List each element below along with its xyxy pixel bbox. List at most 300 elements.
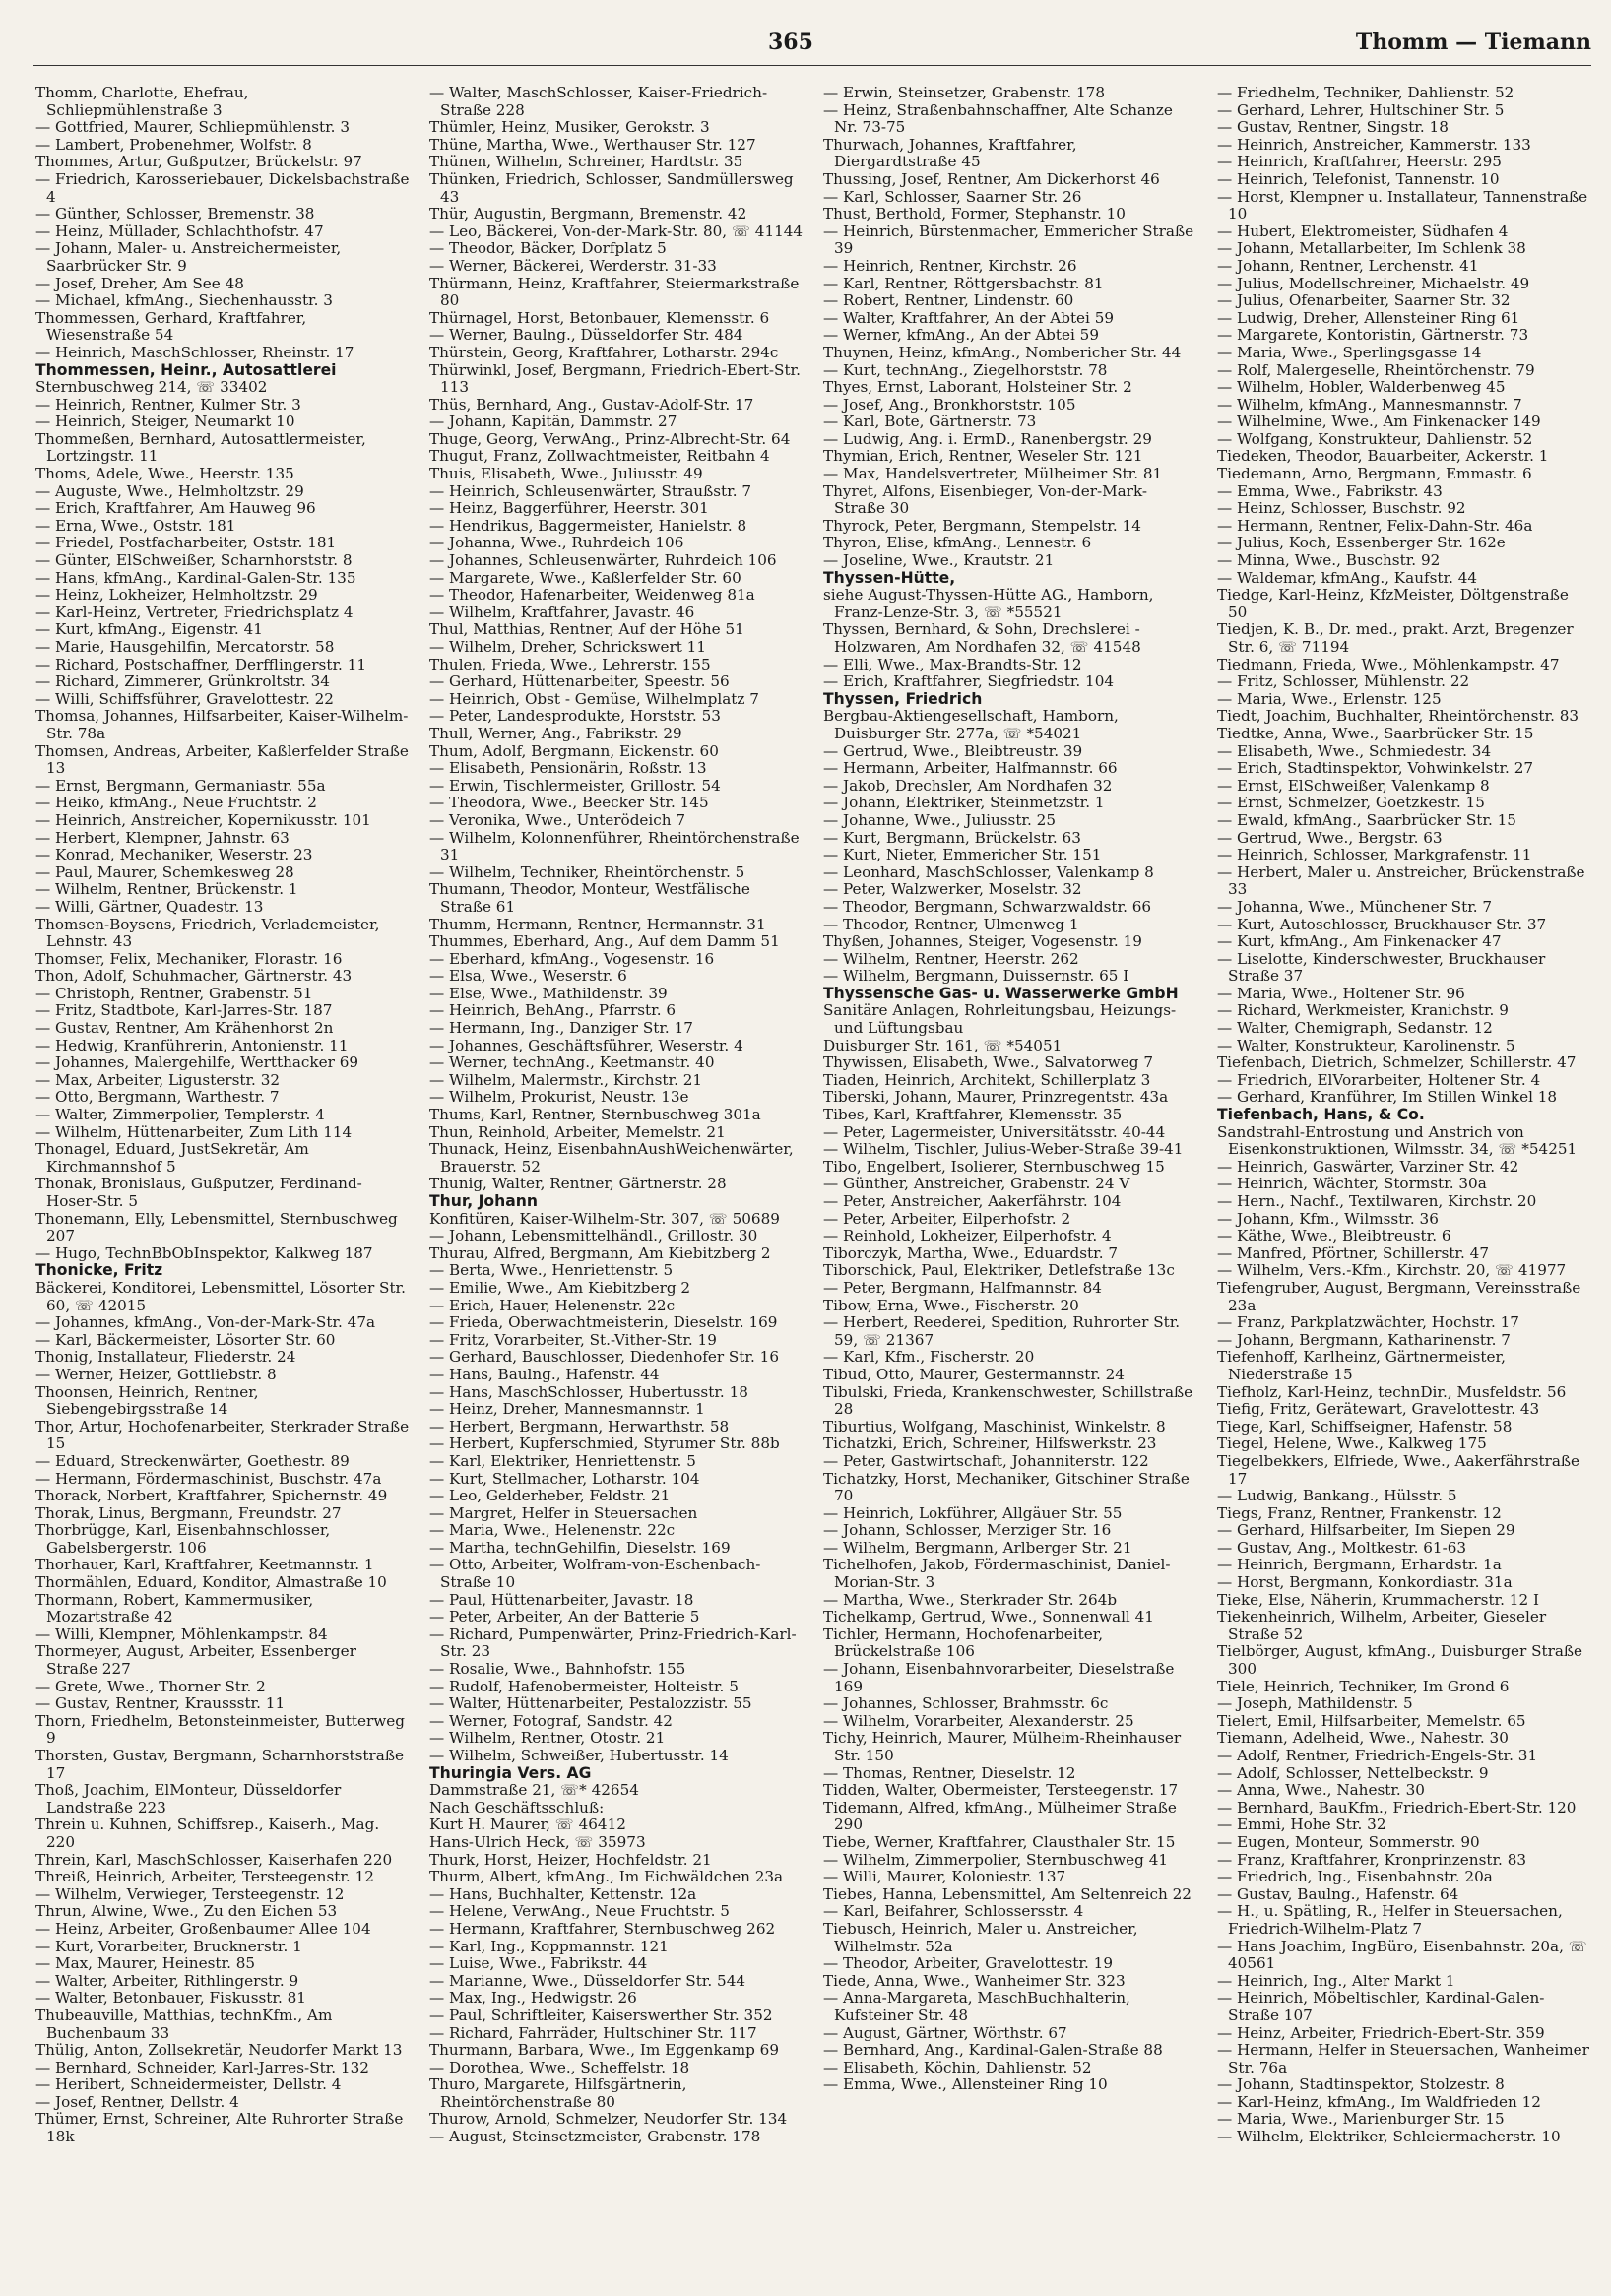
directory-entry: Tiekenheinrich, Wilhelm, Arbeiter, Gieseler Straße 52 [1217, 1608, 1547, 1643]
directory-entry: — Elisabeth, Pensionärin, Roßstr. 13 [429, 759, 707, 778]
directory-entry: — Karl-Heinz, Vertreter, Friedrichsplatz 4 [35, 603, 354, 621]
directory-entry: Thürstein, Georg, Kraftfahrer, Lotharstr. 294c [429, 343, 779, 361]
directory-entry: Tibulski, Frieda, Krankenschwester, Schillstraße 28 [823, 1382, 1193, 1419]
directory-entry: — Günther, Schlosser, Bremenstr. 38 [35, 205, 315, 223]
directory-entry: — Gerhard, Kranführer, Im Stillen Winkel 18 [1217, 1088, 1558, 1107]
directory-entry: — Emma, Wwe., Fabrikstr. 43 [1217, 481, 1443, 500]
directory-entry: — Richard, Postschaffner, Derfflingerstr. 11 [35, 655, 367, 673]
directory-entry: — Dorothea, Wwe., Scheffelstr. 18 [429, 2058, 690, 2076]
directory-entry: — Käthe, Wwe., Bleibtreustr. 6 [1217, 1227, 1451, 1245]
directory-entry: — Margarete, Wwe., Kaßlerfelder Str. 60 [429, 568, 741, 587]
directory-entry: — Hans, Baulng., Hafenstr. 44 [429, 1365, 660, 1383]
directory-entry: — Walter, MaschSchlosser, Kaiser-Friedrich-Straße 228 [429, 85, 768, 119]
directory-entry: Tiefig, Fritz, Gerätewart, Gravelottestr. 43 [1217, 1400, 1540, 1419]
directory-entry: Thürmann, Heinz, Kraftfahrer, Steiermarkstraße 80 [429, 274, 800, 310]
directory-entry: Thüs, Bernhard, Ang., Gustav-Adolf-Str. 17 [429, 395, 754, 414]
directory-entry-heading: Thommessen, Heinr., Autosattlerei [35, 360, 337, 379]
directory-entry: — Hedwig, Kranführerin, Antonienstr. 11 [35, 1036, 349, 1054]
directory-entry: Thull, Werner, Ang., Fabrikstr. 29 [429, 724, 682, 742]
directory-columns [35, 85, 1591, 2280]
directory-entry: — Johannes, kfmAng., Von-der-Mark-Str. 47a [35, 1313, 376, 1332]
directory-entry: Konfitüren, Kaiser-Wilhelm-Str. 307, ☏ 50689 [429, 1209, 780, 1228]
directory-entry: — Karl, Bote, Gärtnerstr. 73 [823, 413, 1037, 431]
directory-entry: — Walter, Hüttenarbeiter, Pestalozzistr. 55 [429, 1694, 752, 1713]
directory-entry: — Wilhelm, Verwieger, Tersteegenstr. 12 [35, 1884, 345, 1903]
directory-entry: — Walter, Zimmerpolier, Templerstr. 4 [35, 1106, 325, 1124]
directory-entry: — Helene, VerwAng., Neue Fruchtstr. 5 [429, 1902, 730, 1921]
directory-entry: Thomsa, Johannes, Hilfsarbeiter, Kaiser-Wilhelm-Str. 78a [35, 707, 409, 742]
directory-entry: — Günther, Anstreicher, Grabenstr. 24 V [823, 1175, 1130, 1193]
directory-entry: — Johannes, Schleusenwärter, Ruhrdeich 106 [429, 551, 777, 570]
directory-entry: — Wilhelm, Bergmann, Arlberger Str. 21 [823, 1538, 1132, 1557]
directory-entry: Tichler, Hermann, Hochofenarbeiter, Brückelstraße 106 [823, 1625, 1104, 1661]
directory-entry: — Wilhelm, Rentner, Heerstr. 262 [823, 949, 1079, 968]
directory-entry: Tiegelbekkers, Elfriede, Wwe., Aakerfährstraße 17 [1217, 1451, 1580, 1488]
directory-entry: — Karl, Beifahrer, Schlossersstr. 4 [823, 1902, 1084, 1921]
directory-entry: — Johanne, Wwe., Juliusstr. 25 [823, 810, 1056, 829]
directory-entry: Thuge, Georg, VerwAng., Prinz-Albrecht-Str. 64 [429, 429, 791, 448]
directory-entry: — Johann, Elektriker, Steinmetzstr. 1 [823, 794, 1105, 812]
directory-entry: — Bernhard, BauKfm., Friedrich-Ebert-Str. 120 [1217, 1798, 1577, 1817]
directory-entry: Tielbörger, August, kfmAng., Duisburger Straße 300 [1217, 1642, 1583, 1679]
directory-entry: Thorbrügge, Karl, Eisenbahnschlosser, Gabelsbergerstr. 106 [35, 1521, 331, 1557]
directory-entry: — Adolf, Rentner, Friedrich-Engels-Str. 31 [1217, 1747, 1538, 1764]
directory-entry: Thurk, Horst, Heizer, Hochfeldstr. 21 [429, 1850, 712, 1869]
directory-entry: Tiedemann, Arno, Bergmann, Emmastr. 6 [1217, 465, 1532, 483]
directory-entry: — Johann, Metallarbeiter, Im Schlenk 38 [1217, 239, 1526, 258]
directory-entry: — Johann, Kapitän, Dammstr. 27 [429, 413, 677, 431]
directory-entry: — Joseline, Wwe., Krautstr. 21 [823, 551, 1055, 570]
directory-entry: — Waldemar, kfmAng., Kaufstr. 44 [1217, 568, 1478, 587]
directory-entry: — Liselotte, Kinderschwester, Bruckhauser Straße 37 [1217, 949, 1546, 986]
directory-entry: — Peter, Gastwirtschaft, Johanniterstr. 122 [823, 1451, 1149, 1470]
directory-entry: — Max, Arbeiter, Ligusterstr. 32 [35, 1070, 281, 1089]
directory-entry: — Julius, Modellschreiner, Michaelstr. 49 [1217, 274, 1530, 292]
directory-entry: — Theodor, Arbeiter, Gravelottestr. 19 [823, 1954, 1113, 1973]
directory-entry: — Hern., Nachf., Textilwaren, Kirchstr. 20 [1217, 1192, 1537, 1210]
directory-entry: — August, Steinsetzmeister, Grabenstr. 178 [429, 2128, 761, 2146]
directory-entry: — August, Gärtner, Wörthstr. 67 [823, 2023, 1067, 2042]
directory-entry: — Heinrich, Ing., Alter Markt 1 [1217, 1971, 1455, 1990]
directory-entry: — Johannes, Schlosser, Brahmsstr. 6c [823, 1694, 1109, 1713]
directory-entry: Tiegs, Franz, Rentner, Frankenstr. 12 [1217, 1503, 1502, 1522]
directory-entry-heading: Thyssen, Friedrich [823, 689, 983, 708]
directory-entry: Thurow, Arnold, Schmelzer, Neudorfer Str. 134 [429, 2110, 788, 2129]
directory-entry: — Konrad, Mechaniker, Weserstr. 23 [35, 846, 313, 864]
directory-entry: — Eugen, Monteur, Sommerstr. 90 [1217, 1832, 1480, 1851]
directory-entry: Tiefenbach, Dietrich, Schmelzer, Schillerstr. 47 [1217, 1053, 1577, 1072]
directory-entry: — Johanna, Wwe., Münchener Str. 7 [1217, 897, 1493, 916]
directory-entry: Threiß, Heinrich, Arbeiter, Tersteegenstr. 12 [35, 1868, 374, 1886]
directory-entry: — Minna, Wwe., Buschstr. 92 [1217, 551, 1441, 570]
directory-entry: Thubeauville, Matthias, technKfm., Am Buchenbaum 33 [35, 2006, 333, 2042]
directory-entry: — Gerhard, Hilfsarbeiter, Im Siepen 29 [1217, 1521, 1515, 1540]
directory-entry: — Johanna, Wwe., Ruhrdeich 106 [429, 534, 684, 552]
directory-entry: — Wilhelm, Vers.-Kfm., Kirchstr. 20, ☏ 41977 [1217, 1261, 1567, 1280]
directory-entry: Tiedjen, K. B., Dr. med., prakt. Arzt, Bregenzer Str. 6, ☏ 71194 [1217, 620, 1574, 656]
running-head: Thomm — Tiemann [1355, 30, 1591, 55]
directory-entry: Thuro, Margarete, Hilfsgärtnerin, Rheintörchenstraße 80 [429, 2075, 687, 2111]
directory-entry: — Erwin, Tischlermeister, Grillostr. 54 [429, 776, 721, 795]
directory-entry: — Heinrich, Bürstenmacher, Emmericher Straße 39 [823, 222, 1194, 258]
directory-entry: Thyssen, Bernhard, & Sohn, Drechslerei -Holzwaren, Am Nordhafen 32, ☏ 41548 [823, 620, 1141, 656]
directory-entry: — Wilhelm, Kraftfahrer, Javastr. 46 [429, 603, 695, 621]
directory-entry: Thywissen, Elisabeth, Wwe., Salvatorweg 7 [823, 1053, 1154, 1072]
directory-entry: — Auguste, Wwe., Helmholtzstr. 29 [35, 481, 304, 500]
directory-entry: — Gustav, Rentner, Singstr. 18 [1217, 118, 1449, 137]
directory-entry: — Leonhard, MaschSchlosser, Valenkamp 8 [823, 862, 1154, 881]
directory-entry: — Karl-Heinz, kfmAng., Im Waldfrieden 12 [1217, 2092, 1541, 2111]
directory-entry: — Wilhelm, Zimmerpolier, Sternbuschweg 41 [823, 1850, 1169, 1869]
directory-entry: — Werner, Heizer, Gottliebstr. 8 [35, 1365, 277, 1383]
directory-entry: — Elsa, Wwe., Weserstr. 6 [429, 967, 627, 986]
directory-entry: — Maria, Wwe., Holtener Str. 96 [1217, 984, 1465, 1002]
directory-entry: Thummes, Eberhard, Ang., Auf dem Damm 51 [429, 932, 780, 951]
directory-entry: — Wilhelm, kfmAng., Mannesmannstr. 7 [1217, 395, 1522, 414]
directory-entry: Tiedmann, Frieda, Wwe., Möhlenkampstr. 47 [1217, 655, 1560, 673]
directory-entry: — Wilhelm, Hobler, Walderbenweg 45 [1217, 378, 1506, 397]
directory-entry: — Rolf, Malergeselle, Rheintörchenstr. 79 [1217, 360, 1535, 379]
directory-entry: — Wolfgang, Konstrukteur, Dahlienstr. 52 [1217, 429, 1533, 448]
directory-entry: — Theodor, Bäcker, Dorfplatz 5 [429, 239, 667, 258]
directory-entry: — Josef, Ang., Bronkhorststr. 105 [823, 395, 1076, 414]
directory-entry: Thust, Berthold, Former, Stephanstr. 10 [823, 205, 1126, 223]
directory-entry: — Kurt, Nieter, Emmericher Str. 151 [823, 846, 1102, 864]
directory-entry: — Heinrich, Möbeltischler, Kardinal-Galen-Straße 107 [1217, 1989, 1545, 2024]
column-3 [823, 85, 1197, 2280]
directory-entry: — Peter, Arbeiter, Eilperhofstr. 2 [823, 1209, 1071, 1228]
directory-entry: — Gottfried, Maurer, Schliepmühlenstr. 3 [35, 118, 350, 137]
directory-entry: — Gerhard, Lehrer, Hultschiner Str. 5 [1217, 100, 1505, 119]
directory-entry: — Adolf, Schlosser, Nettelbeckstr. 9 [1217, 1763, 1489, 1782]
directory-entry: — Gertrud, Wwe., Bleibtreustr. 39 [823, 741, 1083, 760]
directory-entry: Thorsten, Gustav, Bergmann, Scharnhorststraße 17 [35, 1747, 404, 1782]
directory-entry: — Wilhelm, Kolonnenführer, Rheintörchenstraße 31 [429, 828, 800, 864]
directory-entry: Tiebusch, Heinrich, Maler u. Anstreicher, Wilhelmstr. 52a [823, 1919, 1138, 1955]
directory-entry: — Christoph, Rentner, Grabenstr. 51 [35, 984, 313, 1002]
directory-entry: Thun, Reinhold, Arbeiter, Memelstr. 21 [429, 1122, 726, 1141]
directory-entry: Tiele, Heinrich, Techniker, Im Grond 6 [1217, 1677, 1510, 1695]
directory-entry: — Elisabeth, Wwe., Schmiedestr. 34 [1217, 741, 1492, 760]
directory-entry: Tiberski, Johann, Maurer, Prinzregentstr. 43a [823, 1088, 1169, 1107]
directory-entry: — Horst, Klempner u. Installateur, Tannenstraße 10 [1217, 187, 1588, 223]
directory-entry: Thumann, Theodor, Monteur, Westfälische Straße 61 [429, 880, 750, 916]
directory-entry: — Günter, ElSchweißer, Scharnhorststr. 8 [35, 551, 353, 570]
directory-entry: Bergbau-Aktiengesellschaft, Hamborn, Duisburger Str. 277a, ☏ *54021 [823, 707, 1119, 742]
directory-entry: Tiedtke, Anna, Wwe., Saarbrücker Str. 15 [1217, 724, 1534, 742]
directory-entry: — Gustav, Baulng., Hafenstr. 64 [1217, 1884, 1459, 1903]
directory-entry: — Veronika, Wwe., Unterödeich 7 [429, 810, 686, 829]
directory-entry: — Karl, Bäckermeister, Lösorter Str. 60 [35, 1330, 336, 1349]
directory-entry: — Hermann, Ing., Danziger Str. 17 [429, 1019, 693, 1038]
directory-entry: Thommes, Artur, Gußputzer, Brückelstr. 97 [35, 153, 362, 171]
directory-entry: Threin, Karl, MaschSchlosser, Kaiserhafen 220 [35, 1850, 393, 1869]
directory-entry: — Manfred, Pförtner, Schillerstr. 47 [1217, 1244, 1489, 1262]
directory-entry-heading: Tiefenbach, Hans, & Co. [1217, 1106, 1425, 1124]
header-rule [33, 65, 1591, 66]
directory-entry: — Friedel, Postfacharbeiter, Oststr. 181 [35, 534, 337, 552]
directory-entry: — Wilhelm, Bergmann, Duissernstr. 65 I [823, 967, 1129, 986]
directory-entry: — Marie, Hausgehilfin, Mercatorstr. 58 [35, 638, 335, 656]
directory-entry: — Wilhelm, Prokurist, Neustr. 13e [429, 1088, 689, 1107]
directory-entry: Tiege, Karl, Schiffseigner, Hafenstr. 58 [1217, 1417, 1513, 1435]
directory-entry: Thünen, Wilhelm, Schreiner, Hardtstr. 35 [429, 153, 743, 171]
directory-entry: — Peter, Lagermeister, Universitätsstr. 40-44 [823, 1122, 1166, 1141]
directory-entry: — Emmi, Hohe Str. 32 [1217, 1816, 1386, 1834]
directory-entry: — Willi, Maurer, Koloniestr. 137 [823, 1868, 1066, 1886]
directory-entry: — Wilhelm, Dreher, Schrickswert 11 [429, 638, 707, 656]
directory-entry: — Eduard, Streckenwärter, Goethestr. 89 [35, 1451, 350, 1470]
directory-entry: — Wilhelm, Techniker, Rheintörchenstr. 5 [429, 862, 745, 881]
directory-entry: Tibud, Otto, Maurer, Gestermannstr. 24 [823, 1365, 1125, 1383]
directory-entry: Thünken, Friedrich, Schlosser, Sandmüllersweg 43 [429, 169, 794, 206]
directory-entry: — Werner, Baulng., Düsseldorfer Str. 484 [429, 326, 743, 345]
directory-entry: — Richard, Zimmerer, Grünkroltstr. 34 [35, 672, 330, 691]
directory-entry: Thorn, Friedhelm, Betonsteinmeister, Butterweg 9 [35, 1711, 405, 1748]
directory-entry: — Wilhelmine, Wwe., Am Finkenacker 149 [1217, 413, 1541, 431]
directory-entry: — Heinrich, Kraftfahrer, Heerstr. 295 [1217, 153, 1502, 171]
directory-entry: Thor, Artur, Hochofenarbeiter, Sterkrader Straße 15 [35, 1417, 410, 1453]
directory-entry: Thunig, Walter, Rentner, Gärtnerstr. 28 [429, 1175, 727, 1193]
directory-entry: — Hermann, Fördermaschinist, Buschstr. 47a [35, 1469, 382, 1488]
directory-entry: — Martha, Wwe., Sterkrader Str. 264b [823, 1590, 1118, 1609]
directory-entry: — Heinrich, Schlosser, Markgrafenstr. 11 [1217, 846, 1532, 864]
directory-entry: — Werner, Fotograf, Sandstr. 42 [429, 1711, 673, 1730]
directory-entry: Tibow, Erna, Wwe., Fischerstr. 20 [823, 1296, 1079, 1314]
directory-entry: — Herbert, Klempner, Jahnstr. 63 [35, 828, 290, 847]
directory-entry: — Eberhard, kfmAng., Vogesenstr. 16 [429, 949, 715, 968]
column-1 [35, 85, 410, 2280]
directory-entry: Tiedge, Karl-Heinz, KfzMeister, Döltgenstraße 50 [1217, 586, 1569, 621]
directory-entry: — Hendrikus, Baggermeister, Hanielstr. 8 [429, 516, 747, 535]
directory-entry: Thülig, Anton, Zollsekretär, Neudorfer Markt 13 [35, 2041, 403, 2060]
directory-entry: Tiborczyk, Martha, Wwe., Eduardstr. 7 [823, 1244, 1119, 1262]
directory-entry: Thoonsen, Heinrich, Rentner, Siebengebirgsstraße 14 [35, 1382, 259, 1419]
directory-entry: — Fritz, Vorarbeiter, St.-Vither-Str. 19 [429, 1330, 717, 1349]
directory-entry: Thyron, Elise, kfmAng., Lennestr. 6 [823, 534, 1092, 552]
page-number: 365 [768, 30, 813, 55]
directory-entry: — Hermann, Arbeiter, Halfmannstr. 66 [823, 759, 1118, 778]
directory-entry: — Heinrich, Gaswärter, Varziner Str. 42 [1217, 1157, 1519, 1176]
directory-entry: — Heinz, Dreher, Mannesmannstr. 1 [429, 1400, 705, 1419]
directory-entry: — Leo, Gelderheber, Feldstr. 21 [429, 1487, 671, 1505]
directory-entry: — Paul, Hüttenarbeiter, Javastr. 18 [429, 1590, 694, 1609]
directory-entry: — Berta, Wwe., Henriettenstr. 5 [429, 1261, 674, 1280]
directory-entry: Thommessen, Gerhard, Kraftfahrer, Wiesenstraße 54 [35, 308, 307, 345]
directory-entry: — Johannes, Malergehilfe, Wertthacker 69 [35, 1053, 359, 1072]
directory-entry: — Ernst, Bergmann, Germaniastr. 55a [35, 776, 326, 795]
directory-entry: — Ernst, ElSchweißer, Valenkamp 8 [1217, 776, 1490, 795]
directory-entry: — Kurt, Vorarbeiter, Brucknerstr. 1 [35, 1937, 302, 1955]
directory-entry: — Walter, Chemigraph, Sedanstr. 12 [1217, 1019, 1493, 1038]
directory-entry: — Gustav, Rentner, Am Krähenhorst 2n [35, 1019, 334, 1038]
directory-entry: — Herbert, Reederei, Spedition, Ruhrorter Str. 59, ☏ 21367 [823, 1313, 1181, 1349]
directory-entry: — Peter, Walzwerker, Moselstr. 32 [823, 880, 1082, 899]
directory-entry: — Reinhold, Lokheizer, Eilperhofstr. 4 [823, 1227, 1112, 1245]
directory-entry: Thymian, Erich, Rentner, Weseler Str. 121 [823, 447, 1143, 466]
directory-entry: — Herbert, Bergmann, Herwarthstr. 58 [429, 1417, 730, 1435]
directory-entry: Thonak, Bronislaus, Gußputzer, Ferdinand-Hoser-Str. 5 [35, 1175, 362, 1210]
directory-entry: — Richard, Werkmeister, Kranichstr. 9 [1217, 1001, 1509, 1020]
directory-entry: — Fritz, Stadtbote, Karl-Jarres-Str. 187 [35, 1001, 333, 1020]
directory-entry: Tiebe, Werner, Kraftfahrer, Clausthaler Str. 15 [823, 1832, 1176, 1851]
directory-entry: — Margret, Helfer in Steuersachen [429, 1503, 698, 1522]
directory-entry: Tiedt, Joachim, Buchhalter, Rheintörchenstr. 83 [1217, 707, 1579, 726]
directory-entry: Tiedeken, Theodor, Bauarbeiter, Ackerstr. 1 [1217, 447, 1549, 466]
directory-entry: — Karl, Ing., Koppmannstr. 121 [429, 1937, 669, 1955]
directory-entry: — Richard, Pumpenwärter, Prinz-Friedrich-Karl-Str. 23 [429, 1625, 797, 1661]
directory-entry: Tiefholz, Karl-Heinz, technDir., Musfeldstr. 56 [1217, 1382, 1567, 1401]
directory-entry: Thuis, Elisabeth, Wwe., Juliusstr. 49 [429, 465, 703, 483]
directory-entry: — Josef, Dreher, Am See 48 [35, 274, 244, 292]
directory-entry: — Leo, Bäckerei, Von-der-Mark-Str. 80, ☏ 41144 [429, 222, 804, 240]
directory-entry: — Friedrich, ElVorarbeiter, Holtener Str. 4 [1217, 1070, 1541, 1089]
directory-entry: — Herbert, Kupferschmied, Styrumer Str. 88b [429, 1435, 780, 1453]
directory-entry: Thomser, Felix, Mechaniker, Florastr. 16 [35, 949, 343, 968]
directory-entry: Kurt H. Maurer, ☏ 46412 [429, 1816, 626, 1834]
directory-entry: Tiemann, Adelheid, Wwe., Nahestr. 30 [1217, 1729, 1509, 1748]
directory-entry: — Wilhelm, Vorarbeiter, Alexanderstr. 25 [823, 1711, 1134, 1730]
directory-entry: — Werner, kfmAng., An der Abtei 59 [823, 326, 1099, 345]
directory-entry: — Kurt, kfmAng., Eigenstr. 41 [35, 620, 263, 639]
directory-entry: — Gertrud, Wwe., Bergstr. 63 [1217, 828, 1443, 847]
directory-entry-heading: Thonicke, Fritz [35, 1261, 163, 1280]
directory-entry: — Willi, Schiffsführer, Gravelottestr. 22 [35, 689, 334, 708]
directory-entry: — Erich, Stadtinspektor, Vohwinkelstr. 27 [1217, 759, 1534, 778]
directory-entry: Tichelkamp, Gertrud, Wwe., Sonnenwall 41 [823, 1608, 1154, 1626]
column-4 [1217, 85, 1591, 2280]
directory-entry: Thyret, Alfons, Eisenbieger, Von-der-Mark-Straße 30 [823, 481, 1148, 518]
directory-entry: Tiede, Anna, Wwe., Wanheimer Str. 323 [823, 1971, 1126, 1990]
directory-entry: — Ludwig, Dreher, Allensteiner Ring 61 [1217, 308, 1520, 327]
directory-entry: — Ewald, kfmAng., Saarbrücker Str. 15 [1217, 810, 1516, 829]
directory-entry: — Heinrich, Bergmann, Erhardstr. 1a [1217, 1556, 1502, 1574]
directory-entry: — Luise, Wwe., Fabrikstr. 44 [429, 1954, 648, 1973]
directory-entry: — Johann, Schlosser, Merziger Str. 16 [823, 1521, 1112, 1540]
directory-entry: Thümer, Ernst, Schreiner, Alte Ruhrorter Straße 18k [35, 2110, 404, 2146]
directory-entry: — Maria, Wwe., Erlenstr. 125 [1217, 689, 1442, 708]
directory-entry: — Wilhelm, Rentner, Otostr. 21 [429, 1729, 666, 1748]
directory-entry: — Horst, Bergmann, Konkordiastr. 31a [1217, 1573, 1513, 1592]
directory-entry: — Herbert, Maler u. Anstreicher, Brückenstraße 33 [1217, 862, 1585, 899]
directory-entry: — Heinrich, Obst - Gemüse, Wilhelmplatz 7 [429, 689, 759, 708]
directory-entry: — Bernhard, Ang., Kardinal-Galen-Straße 88 [823, 2041, 1163, 2060]
directory-entry: — Bernhard, Schneider, Karl-Jarres-Str. 132 [35, 2058, 369, 2076]
directory-entry: — Karl, Schlosser, Saarner Str. 26 [823, 187, 1082, 206]
directory-entry: — Heinz, Straßenbahnschaffner, Alte Schanze Nr. 73-75 [823, 100, 1173, 137]
directory-entry: — Heribert, Schneidermeister, Dellstr. 4 [35, 2075, 342, 2094]
directory-entry: — Willi, Klempner, Möhlenkampstr. 84 [35, 1625, 328, 1643]
directory-entry: — Theodor, Hafenarbeiter, Weidenweg 81a [429, 586, 755, 605]
directory-entry: — Erwin, Steinsetzer, Grabenstr. 178 [823, 85, 1105, 101]
directory-entry: — Kurt, Bergmann, Brückelstr. 63 [823, 828, 1081, 847]
directory-entry: — Johann, Lebensmittelhändl., Grillostr. 30 [429, 1227, 758, 1245]
directory-entry: — Heinz, Schlosser, Buschstr. 92 [1217, 499, 1466, 518]
directory-entry: Thrun, Alwine, Wwe., Zu den Eichen 53 [35, 1902, 338, 1921]
directory-entry: — Peter, Arbeiter, An der Batterie 5 [429, 1608, 700, 1626]
directory-entry: — Friedrich, Ing., Eisenbahnstr. 20a [1217, 1868, 1493, 1886]
directory-entry: — Maria, Wwe., Helenenstr. 22c [429, 1521, 676, 1540]
directory-entry: Thussing, Josef, Rentner, Am Dickerhorst 46 [823, 169, 1160, 188]
directory-entry: — Theodora, Wwe., Beecker Str. 145 [429, 794, 709, 812]
directory-entry: — Anna-Margareta, MaschBuchhalterin, Kufsteiner Str. 48 [823, 1989, 1130, 2024]
directory-entry: Thonemann, Elly, Lebensmittel, Sternbuschweg 207 [35, 1209, 398, 1245]
directory-entry: — Heinrich, Schleusenwärter, Straußstr. 7 [429, 481, 752, 500]
directory-entry: — Karl, Kfm., Fischerstr. 20 [823, 1348, 1035, 1367]
directory-entry: Tichatzky, Horst, Mechaniker, Gitschiner Straße 70 [823, 1469, 1190, 1505]
directory-entry: Thomsen-Boysens, Friedrich, Verlademeister, Lehnstr. 43 [35, 915, 380, 951]
directory-entry: Nach Geschäftsschluß: [429, 1798, 605, 1817]
directory-entry: — Fritz, Schlosser, Mühlenstr. 22 [1217, 672, 1470, 691]
directory-entry: Thum, Adolf, Bergmann, Eickenstr. 60 [429, 741, 719, 760]
directory-entry: — Wilhelm, Elektriker, Schleiermacherstr. 10 [1217, 2128, 1561, 2146]
directory-entry: — Lambert, Probenehmer, Wolfstr. 8 [35, 135, 312, 154]
directory-entry: — Heinrich, Rentner, Kulmer Str. 3 [35, 395, 301, 414]
directory-entry: — Otto, Bergmann, Warthestr. 7 [35, 1088, 280, 1107]
directory-entry: — Gerhard, Bauschlosser, Diedenhofer Str. 16 [429, 1348, 779, 1367]
directory-entry: — Thomas, Rentner, Dieselstr. 12 [823, 1763, 1076, 1782]
directory-entry: — Hermann, Rentner, Felix-Dahn-Str. 46a [1217, 516, 1533, 535]
directory-entry: — Heinrich, MaschSchlosser, Rheinstr. 17 [35, 343, 354, 361]
directory-entry: — Maria, Wwe., Sperlingsgasse 14 [1217, 343, 1482, 361]
directory-entry: — Kurt, kfmAng., Am Finkenacker 47 [1217, 932, 1502, 951]
directory-entry: Thormeyer, August, Arbeiter, Essenberger Straße 227 [35, 1642, 356, 1679]
directory-entry: — Max, Maurer, Heinestr. 85 [35, 1954, 256, 1973]
directory-entry: — Heinrich, Anstreicher, Kopernikusstr. 101 [35, 810, 371, 829]
directory-entry: Thulen, Frieda, Wwe., Lehrerstr. 155 [429, 655, 711, 673]
directory-entry: — Otto, Arbeiter, Wolfram-von-Eschenbach-Straße 10 [429, 1556, 761, 1592]
directory-entry: — Heinrich, Steiger, Neumarkt 10 [35, 413, 295, 431]
directory-entry: — Hans, MaschSchlosser, Hubertusstr. 18 [429, 1382, 748, 1401]
directory-entry: Thuynen, Heinz, kfmAng., Nombericher Str. 44 [823, 343, 1182, 361]
directory-entry: — Margarete, Kontoristin, Gärtnerstr. 73 [1217, 326, 1529, 345]
directory-entry: Thorack, Norbert, Kraftfahrer, Spichernstr. 49 [35, 1487, 388, 1505]
directory-entry: — Karl, Rentner, Röttgersbachstr. 81 [823, 274, 1104, 292]
directory-entry: — Anna, Wwe., Nahestr. 30 [1217, 1781, 1425, 1800]
directory-entry: — Elli, Wwe., Max-Brandts-Str. 12 [823, 655, 1082, 673]
directory-entry: Tiaden, Heinrich, Architekt, Schillerplatz 3 [823, 1070, 1151, 1089]
directory-entry: Thür, Augustin, Bergmann, Bremenstr. 42 [429, 205, 747, 223]
directory-entry: Thyrock, Peter, Bergmann, Stempelstr. 14 [823, 516, 1141, 535]
directory-entry: — Heiko, kfmAng., Neue Fruchtstr. 2 [35, 794, 317, 812]
directory-entry: Thommeßen, Bernhard, Autosattlermeister, Lortzingstr. 11 [35, 429, 366, 466]
directory-entry: Duisburger Str. 161, ☏ *54051 [823, 1036, 1063, 1054]
directory-entry-heading: Thyssensche Gas- u. Wasserwerke GmbH [823, 984, 1179, 1002]
directory-entry: Tibo, Engelbert, Isolierer, Sternbuschweg 15 [823, 1157, 1165, 1176]
directory-entry: — Hans Joachim, IngBüro, Eisenbahnstr. 20a, ☏ 40561 [1217, 1937, 1587, 1973]
directory-entry: — Hermann, Helfer in Steuersachen, Wanheimer Str. 76a [1217, 2041, 1589, 2076]
directory-entry: Thon, Adolf, Schuhmacher, Gärtnerstr. 43 [35, 967, 353, 986]
directory-entry: — Wilhelm, Malermstr., Kirchstr. 21 [429, 1070, 703, 1089]
directory-entry: — Johann, Stadtinspektor, Stolzestr. 8 [1217, 2075, 1505, 2094]
directory-entry: — Rosalie, Wwe., Bahnhofstr. 155 [429, 1660, 686, 1679]
directory-entry: Thürnagel, Horst, Betonbauer, Klemensstr. 6 [429, 308, 770, 327]
directory-entry: — Josef, Rentner, Dellstr. 4 [35, 2092, 239, 2111]
directory-entry: — Michael, kfmAng., Siechenhausstr. 3 [35, 291, 333, 310]
directory-entry: — Hans, kfmAng., Kardinal-Galen-Str. 135 [35, 568, 356, 587]
directory-entry: Sternbuschweg 214, ☏ 33402 [35, 378, 268, 397]
directory-entry: — Hugo, TechnBbObInspektor, Kalkweg 187 [35, 1244, 373, 1262]
directory-entry: — Gustav, Ang., Moltkestr. 61-63 [1217, 1538, 1467, 1557]
column-2 [429, 85, 804, 2280]
directory-entry: — Heinz, Lokheizer, Helmholtzstr. 29 [35, 586, 318, 605]
directory-entry: Tiefenhoff, Karlheinz, Gärtnermeister, Niederstraße 15 [1217, 1348, 1506, 1383]
directory-entry: — Gerhard, Hüttenarbeiter, Speestr. 56 [429, 672, 730, 691]
directory-entry: — Emma, Wwe., Allensteiner Ring 10 [823, 2075, 1108, 2094]
directory-entry: — Johann, Eisenbahnvorarbeiter, Dieselstraße 169 [823, 1660, 1175, 1695]
directory-entry: Tibes, Karl, Kraftfahrer, Klemensstr. 35 [823, 1106, 1123, 1124]
directory-entry: — Heinrich, Rentner, Kirchstr. 26 [823, 256, 1077, 275]
